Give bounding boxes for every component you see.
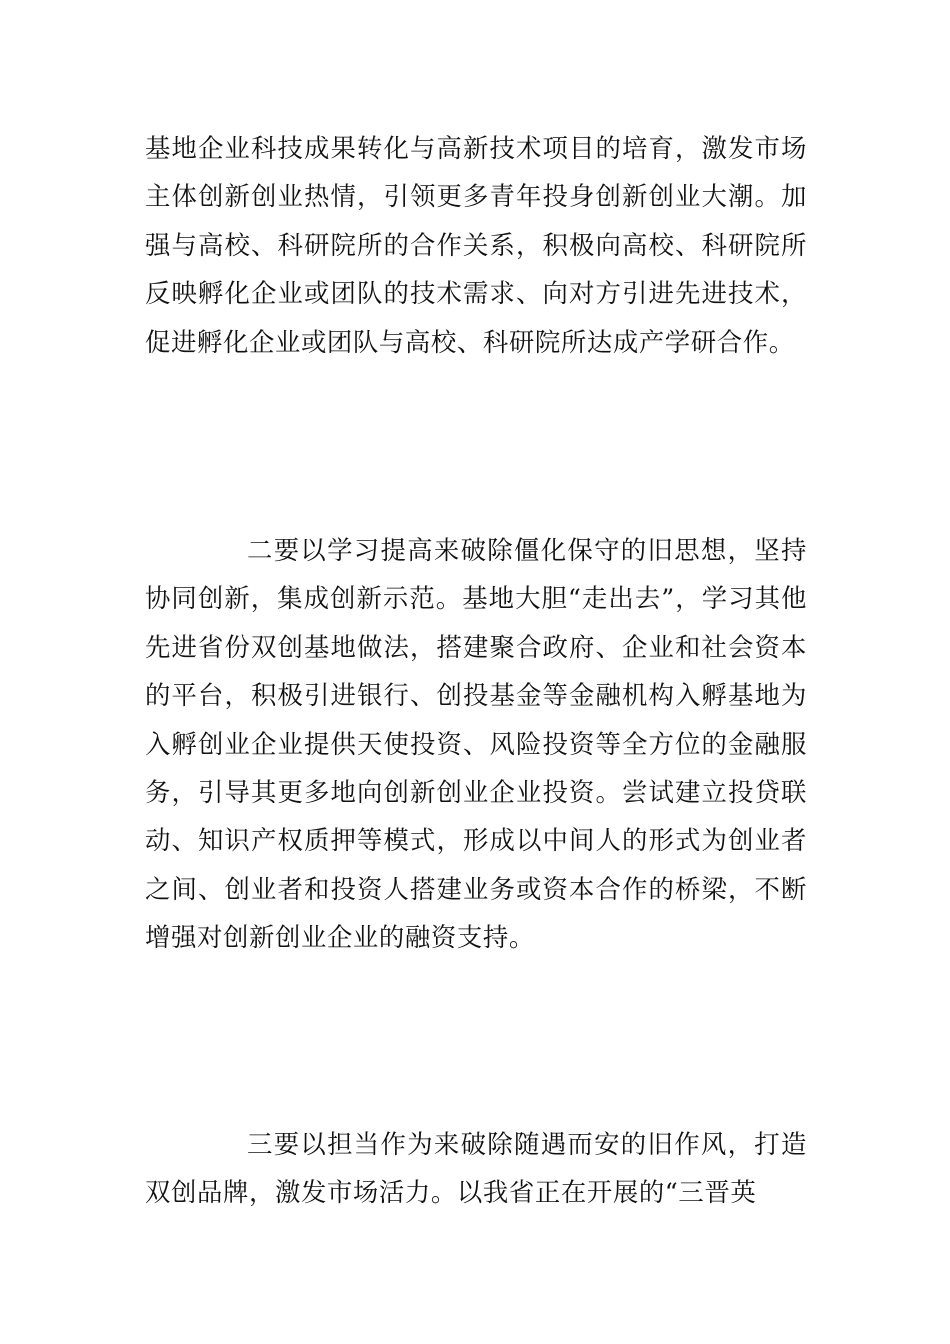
- paragraph-continuation: 基地企业科技成果转化与高新技术项目的培育，激发市场主体创新创业热情，引领更多青年投身创新创业大潮。加强与高校、科研院所的合作关系，积极向高校、科研院所反映孵化企业或团队的技术需求、向对方引进先进技术，促进孵化企业或团队与高校、科研院所达成产学研合作。: [145, 133, 807, 357]
- paragraph-two: 二要以学习提高来破除僵化保守的旧思想，坚持协同创新，集成创新示范。基地大胆“走出去”，学习其他先进省份双创基地做法，搭建聚合政府、企业和社会资本的平台，积极引进银行、创投基金等金融机构入孵基地为入孵创业企业提供天使投资、风险投资等全方位的金融服务，引导其更多地向创新创业企业投资。尝试建立投贷联动、知识产权质押等模式，形成以中间人的形式为创业者之间、创业者和投资人搭建业务或资本合作的桥梁，不断增强对创新创业企业的融资支持。: [145, 535, 807, 953]
- paragraph-three: 三要以担当作为来破除随遇而安的旧作风，打造双创品牌，激发市场活力。以我省正在开展的“三晋英: [145, 1129, 807, 1208]
